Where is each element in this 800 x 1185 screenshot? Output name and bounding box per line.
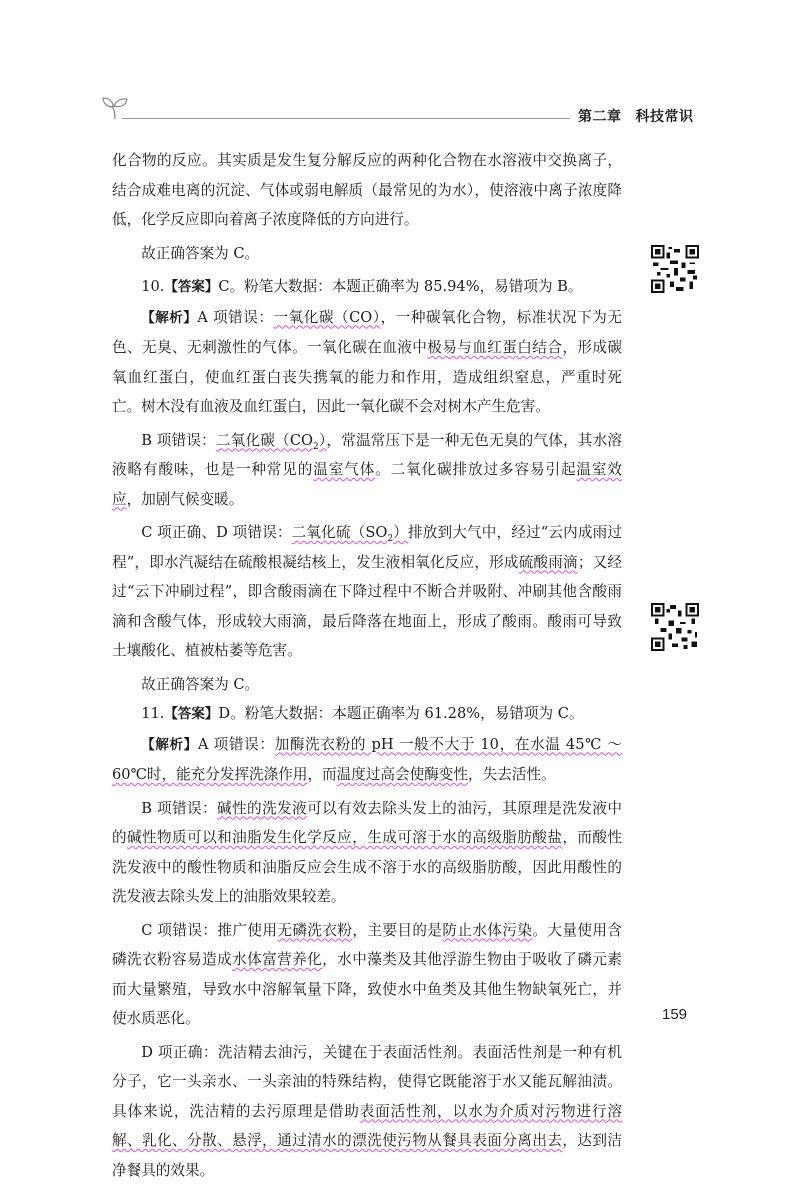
question-11-analysis-b: B 项错误：碱性的洗发液可以有效去除头发上的油污，其原理是洗发液中的碱性物质可以和油脂发生化学反应，生成可溶于水的高级脂肪酸盐，而酸性洗发液中的酸性物质和油脂反应会生成不溶于水的高级脂肪酸，因此用酸性的洗发液去除头发上的油脂效果较差。 — [112, 794, 622, 912]
question-10-analysis-b: B 项错误：二氧化碳$(CO_2)$，常温常压下是一种无色无臭的气体，其水溶液略有酸味，也是一种常见的温室气体。二氧化碳排放过多容易引起温室效应，加剧气候变暖。 — [112, 426, 622, 515]
page-number: 159 — [662, 1006, 687, 1023]
question-10-analysis-c: C 项正确、D 项错误：二氧化硫$(SO_2)$排放到大气中，经过“云内成雨过程”，即水汽凝结在硫酸根凝结核上，发生液相氧化反应，形成硫酸雨滴；又经过“云下冲刷过程”，即含酸雨滴在下降过程中不断合并吸附、冲刷其他含酸雨滴和含酸气体，形成较大雨滴，最后降落在地面上，形成了酸雨。酸雨可导致土壤酸化、植被枯萎等危害。 — [112, 518, 622, 666]
chapter-header — [578, 106, 694, 126]
paragraph: 故正确答案为 C。 — [112, 239, 622, 269]
question-11-analysis-d: D 项正确：洗洁精去油污，关键在于表面活性剂。表面活性剂是一种有机分子，它一头亲水、一头亲油的特殊结构，使得它既能溶于水又能瓦解油渍。具体来说，洗洁精的去污原理是借助表面活性剂，以水为介质对污物进行溶解、乳化、分散、悬浮，通过清水的漂洗使污物从餐具表面分离出去，达到洁净餐具的效果。 — [112, 1038, 622, 1185]
qr-code-icon — [651, 603, 699, 651]
chapter-label: 第二章 — [578, 109, 622, 125]
question-11-analysis-c: C 项错误：推广使用无磷洗衣粉，主要目的是防止水体污染。大量使用含磷洗衣粉容易造成水体富营养化，水中藻类及其他浮游生物由于吸收了磷元素而大量繁殖，导致水中溶解氧量下降，致使水中鱼类及其他生物缺氧死亡，并使水质恶化。 — [112, 916, 622, 1034]
document-body — [112, 146, 622, 1185]
paragraph: 化合物的反应。其实质是发生复分解反应的两种化合物在水溶液中交换离子，结合成难电离的沉淀、气体或弱电解质（最常见的为水），使溶液中离子浓度降低，化学反应即向着离子浓度降低的方向进行。 — [112, 146, 622, 235]
header-rule — [122, 118, 570, 119]
section-label: 科技常识 — [636, 109, 694, 125]
question-11-answer: 11.【答案】D。粉笔大数据：本题正确率为 61.28%，易错项为 C。 — [112, 699, 622, 730]
question-10-analysis-a: 【解析】A 项错误：一氧化碳（CO），一种碳氧化合物，标准状况下为无色、无臭、无刺激性的气体。一氧化碳在血液中极易与血红蛋白结合，形成碳氧血红蛋白，使血红蛋白丧失携氧的能力和作用，造成组织窒息，严重时死亡。树木没有血液及血红蛋白，因此一氧化碳不会对树木产生危害。 — [112, 303, 622, 422]
question-10-final: 故正确答案为 C。 — [112, 670, 622, 700]
question-11-analysis-a: 【解析】A 项错误：加酶洗衣粉的 pH 一般不大于 10，在水温 45℃ ～ 60℃时，能充分发挥洗涤作用，而温度过高会使酶变性，失去活性。 — [112, 730, 622, 790]
question-10-answer: 10.【答案】C。粉笔大数据：本题正确率为 85.94%，易错项为 B。 — [112, 272, 622, 303]
qr-code-icon — [651, 245, 699, 293]
